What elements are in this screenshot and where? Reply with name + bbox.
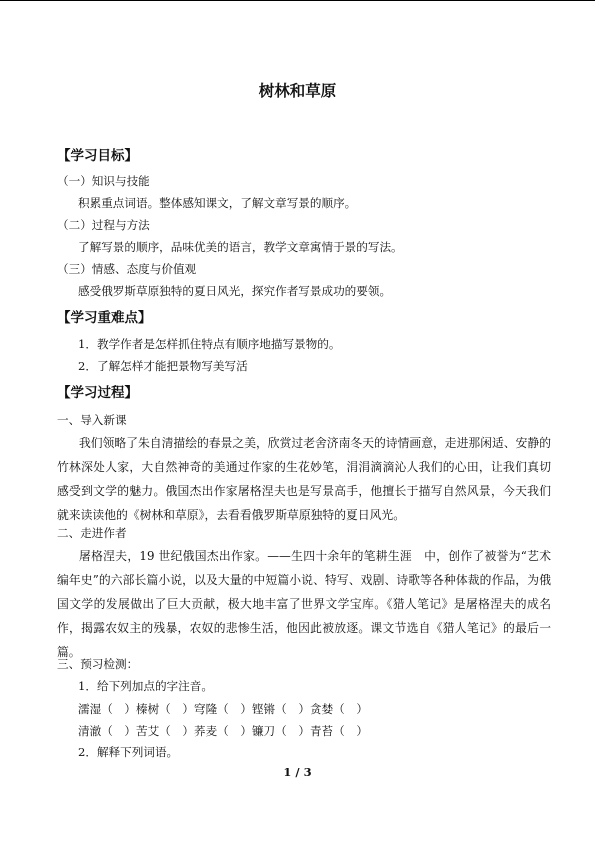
author-paragraph: 屠格涅夫，19 世纪俄国杰出作家。——生四十余年的笔耕生涯 中，创作了被誉为“艺术编年史”的六部长篇小说，以及大量的中短篇小说、特写、戏剧、诗歌等各种体裁的作品，为俄国文学的发展做出了巨大贡献，极大地丰富了世界文学宝库。《猎人笔记》是屠格涅夫的成名作，揭露农奴主的残暴，农奴的悲惨生活，他因此被放逐。课文节选自《猎人笔记》的最后一篇。 — [57, 549, 551, 659]
pinyin-item: 贪婪（ ） — [309, 702, 368, 716]
pinyin-item: 榛树（ ） — [135, 702, 194, 716]
pinyin-item: 青苔（ ） — [309, 724, 368, 738]
part-label-intro: 一、导入新课 — [57, 413, 127, 427]
goal-label-3: （三）情感、态度与价值观 — [57, 262, 197, 276]
page-top-border — [0, 0, 595, 1]
pinyin-item: 清澈（ ） — [78, 724, 136, 738]
goal-text-3: 感受俄罗斯草原独特的夏日风光，探究作者写景成功的要领。 — [78, 284, 392, 298]
heading-learning-process: 【学习过程】 — [57, 385, 138, 401]
pinyin-item: 濡湿（ ） — [78, 702, 136, 716]
part-label-author: 二、走进作者 — [57, 526, 127, 540]
heading-learning-goals: 【学习目标】 — [57, 148, 138, 164]
pinyin-item: 穹隆（ ） — [193, 702, 252, 716]
goal-text-1: 积累重点词语。整体感知课文，了解文章写景的顺序。 — [78, 196, 357, 210]
pinyin-item: 苦艾（ ） — [135, 724, 194, 738]
intro-paragraph: 我们领略了朱自清描绘的春景之美，欣赏过老舍济南冬天的诗情画意，走进那闲适、安静的竹林深处人家，大自然神奇的美通过作家的生花妙笔，涓涓滴滴沁人我们的心田，让我们真切感受到文学的魅力。俄国杰出作家屠格涅夫也是写景高手，他擅长于描写自然风景，今天我们就来读读他的《树林和草原》，去看看俄罗斯草原独特的夏日风光。 — [57, 436, 551, 522]
page-number: 1 / 3 — [283, 765, 312, 779]
pinyin-item: 镰刀（ ） — [251, 724, 310, 738]
preview-question-2: 2．解释下列词语。 — [78, 745, 179, 759]
goal-label-1: （一）知识与技能 — [57, 174, 150, 188]
pinyin-row-2 — [78, 723, 368, 739]
document-title: 树林和草原 — [258, 81, 337, 100]
goal-label-2: （二）过程与方法 — [57, 218, 150, 232]
key-point-1: 1．教学作者是怎样抓住特点有顺序地描写景物的。 — [78, 337, 341, 351]
pinyin-item: 荞麦（ ） — [193, 724, 252, 738]
heading-key-points: 【学习重难点】 — [57, 310, 152, 326]
goal-text-2: 了解写景的顺序，品味优美的语言，教学文章寓情于景的写法。 — [78, 240, 403, 254]
part-label-preview: 三、预习检测： — [57, 657, 139, 671]
pinyin-item: 铿锵（ ） — [251, 702, 310, 716]
key-point-2: 2．了解怎样才能把景物写美写活 — [78, 359, 248, 373]
pinyin-row-1 — [78, 701, 368, 717]
preview-question-1: 1．给下列加点的字注音。 — [78, 679, 213, 693]
